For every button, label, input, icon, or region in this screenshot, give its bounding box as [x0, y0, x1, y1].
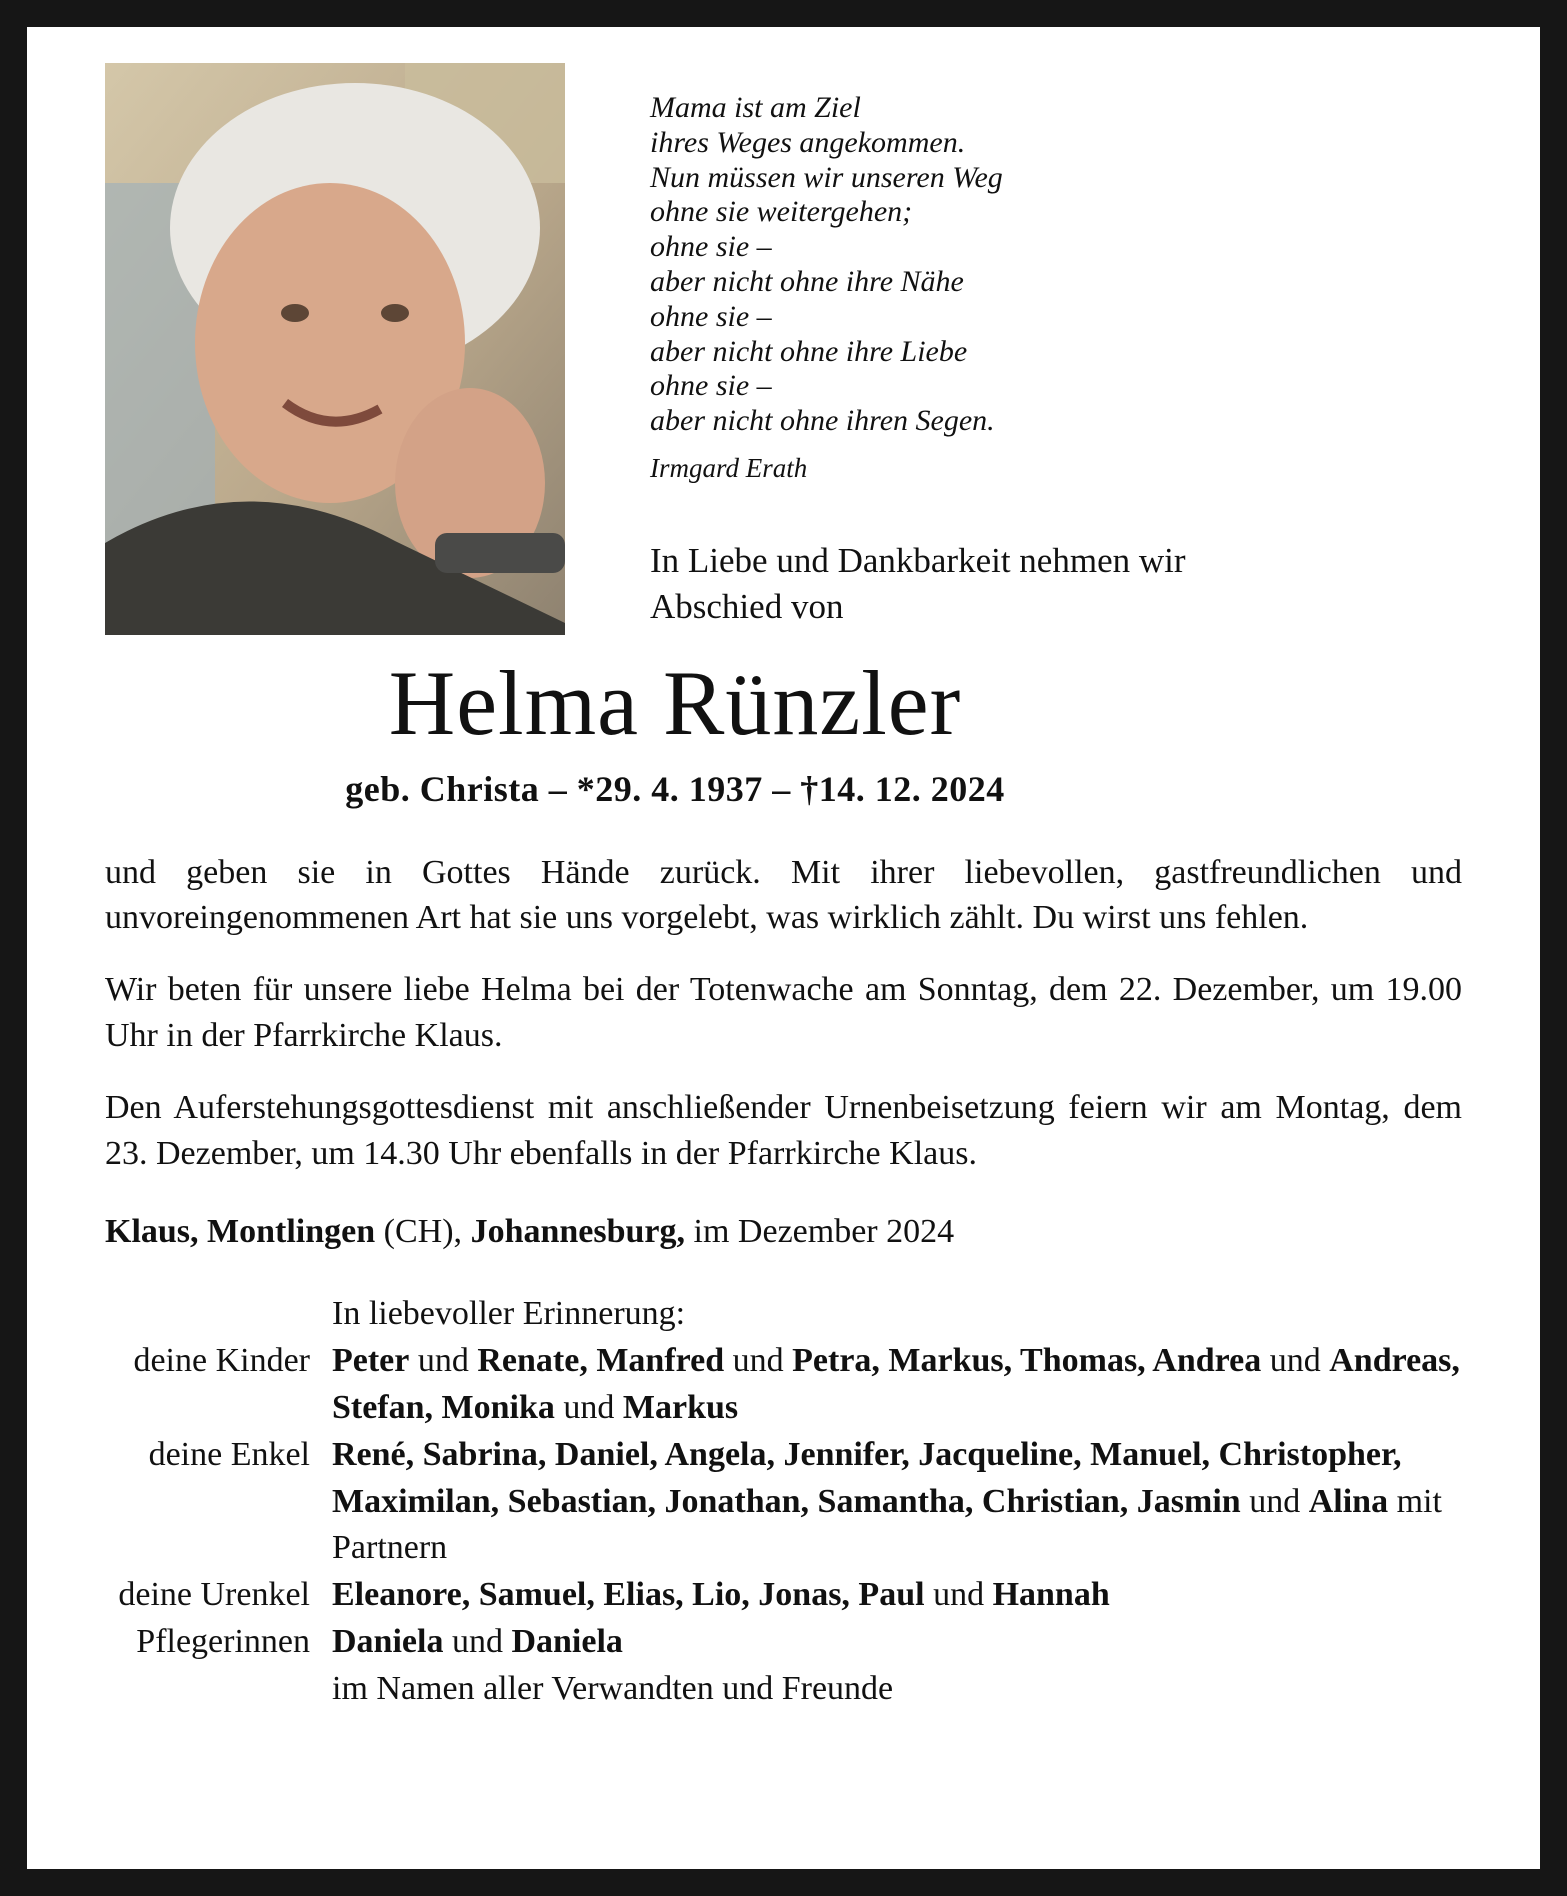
poem-line: ohne sie –	[650, 230, 772, 264]
remembrance-row-urenkel	[105, 1572, 1462, 1619]
row-label-enkel: deine Enkel	[148, 1435, 310, 1473]
remembrance-intro: In liebevoller Erinnerung:	[332, 1294, 686, 1332]
deceased-dates: geb. Christa – *29. 4. 1937 – †14. 12. 2024	[345, 768, 1005, 809]
row-label-urenkel: deine Urenkel	[118, 1576, 310, 1614]
poem-line: aber nicht ohne ihre Liebe	[650, 334, 968, 368]
farewell-line-1: In Liebe und Dankbarkeit nehmen wir	[650, 541, 1186, 580]
plain-text: mit Partnern	[332, 1482, 1442, 1567]
name-text: Klaus, Montlingen	[105, 1212, 376, 1250]
row-label-empty	[105, 1291, 310, 1338]
remembrance-row-enkel	[105, 1432, 1462, 1573]
body-paragraph-3: Den Auferstehungsgottesdienst mit anschließender Urnenbeisetzung feiern wir am Montag, dem 23. Dezember, um 14.30 Uhr ebenfalls in der Pfarrkirche Klaus.	[105, 1089, 1462, 1173]
obituary-content	[27, 27, 1540, 1869]
name-text: Eleanore, Samuel, Elias, Lio, Jonas, Paul	[332, 1576, 925, 1614]
deceased-name: Helma Rünzler	[388, 652, 962, 754]
top-section	[105, 63, 1462, 635]
plain-text: und	[724, 1341, 793, 1379]
name-text: Daniela	[332, 1623, 444, 1661]
remembrance-section	[105, 1291, 1462, 1713]
name-text: René, Sabrina, Daniel, Angela, Jennifer, Jacqueline, Manuel, Christopher, Maximilan, Sebastian, Jonathan, Samantha, Christian, Jasmin	[332, 1435, 1402, 1520]
row-names-urenkel	[332, 1572, 1462, 1619]
plain-text: im Dezember 2024	[685, 1212, 955, 1250]
poem-line: ohne sie –	[650, 299, 772, 333]
remembrance-intro-row	[105, 1291, 1462, 1338]
row-label-pflegerinnen: Pflegerinnen	[136, 1623, 310, 1661]
name-text: Andreas, Stefan, Monika	[332, 1341, 1460, 1426]
name-text: Johannesburg,	[470, 1212, 686, 1250]
row-names-enkel	[332, 1432, 1462, 1573]
body-paragraph-2: Wir beten für unsere liebe Helma bei der Totenwache am Sonntag, dem 22. Dezember, um 19.00 Uhr in der Pfarrkirche Klaus.	[105, 971, 1462, 1055]
poem-line: aber nicht ohne ihre Nähe	[650, 264, 964, 298]
body-paragraph-1: und geben sie in Gottes Hände zurück. Mit ihrer liebevollen, gastfreundlichen und unvoreingenommenen Art hat sie uns vorgelebt, was wirklich zählt. Du wirst uns fehlen.	[105, 853, 1462, 937]
name-text: Markus	[622, 1388, 739, 1426]
plain-text: und	[924, 1576, 993, 1614]
name-text: Alina	[1308, 1482, 1389, 1520]
top-right-column	[650, 63, 1462, 635]
remembrance-outro: im Namen aller Verwandten und Freunde	[332, 1670, 894, 1708]
remembrance-row-pflegerinnen	[105, 1619, 1462, 1666]
places-date-line	[105, 1213, 1462, 1251]
row-label-kinder: deine Kinder	[133, 1341, 310, 1379]
row-names-kinder	[332, 1338, 1462, 1432]
plain-text: und	[1240, 1482, 1309, 1520]
poem-line: ohne sie weitergehen;	[650, 195, 913, 229]
plain-text: und	[1261, 1341, 1330, 1379]
poem-attribution: Irmgard Erath	[650, 452, 808, 483]
remembrance-row-kinder	[105, 1338, 1462, 1432]
poem-line: ohne sie –	[650, 369, 772, 403]
poem-line: ihres Weges angekommen.	[650, 125, 966, 159]
row-label-empty	[105, 1666, 310, 1713]
remembrance-outro-row	[105, 1666, 1462, 1713]
portrait-photo-graphic	[105, 63, 565, 635]
name-text: Daniela	[511, 1623, 623, 1661]
farewell-text	[650, 538, 1462, 629]
name-text: Peter	[332, 1341, 410, 1379]
poem	[650, 91, 1462, 484]
name-block	[105, 652, 1245, 810]
farewell-line-2: Abschied von	[650, 586, 844, 626]
poem-line: Nun müssen wir unseren Weg	[650, 160, 1003, 194]
plain-text: und	[409, 1341, 478, 1379]
name-text: Hannah	[992, 1576, 1110, 1614]
plain-text: und	[443, 1623, 512, 1661]
poem-line: Mama ist am Ziel	[650, 91, 861, 124]
plain-text: (CH),	[375, 1212, 471, 1250]
row-names-pflegerinnen	[332, 1619, 1462, 1666]
portrait-photo	[105, 63, 565, 635]
name-text: Renate, Manfred	[477, 1341, 725, 1379]
plain-text: und	[554, 1388, 623, 1426]
name-text: Petra, Markus, Thomas, Andrea	[792, 1341, 1262, 1379]
poem-line: aber nicht ohne ihren Segen.	[650, 404, 995, 438]
